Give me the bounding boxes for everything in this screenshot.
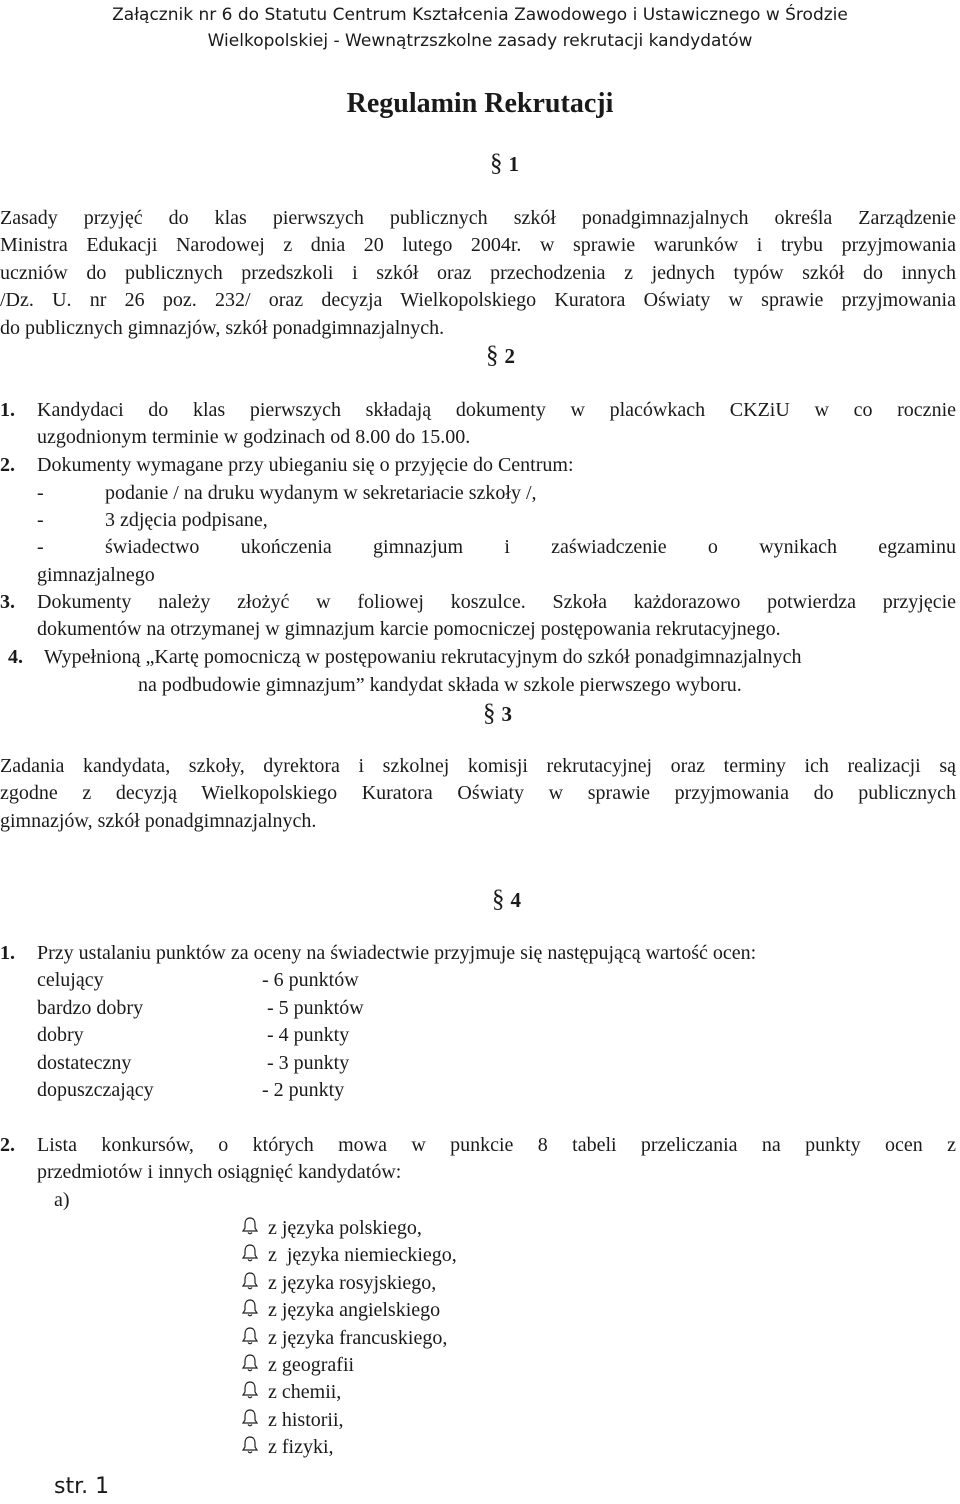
section-2-item-4-line-1: Wypełnioną „Kartę pomocniczą w postępowaniu rekrutacyjnym do szkół ponadgimnazjalnych [44,646,802,668]
grade-points: - 4 punkty [262,1024,350,1046]
contest-label: z języka francuskiego, [268,1326,448,1349]
text-line: uzgodnionym terminie w godzinach od 8.00 do 15.00. [37,426,471,449]
contest-label: z języka niemieckiego, [268,1244,457,1267]
contest-label: z historii, [268,1408,344,1431]
contest-item [240,1378,341,1406]
section-4-item-2 [37,1132,956,1187]
document-requirement-continued: gimnazjalnego [37,564,155,586]
grade-name: bardzo dobry [37,997,144,1019]
bell-icon [240,1408,268,1436]
contest-item [240,1296,440,1324]
contest-item [240,1241,457,1269]
contest-label: z języka angielskiego [268,1299,441,1322]
section-2-heading [486,342,515,370]
text-line: uczniów do publicznych przedszkoli i szkół oraz przechodzenia z jednych typów szkół do innych [0,261,956,284]
bell-icon [240,1353,268,1381]
section-sign: § [492,886,505,913]
grade-points: - 2 punkty [262,1079,345,1101]
item-number: 2. [0,1134,15,1156]
section-4-item-1-text: Przy ustalaniu punktów za oceny na świadectwie przyjmuje się następującą wartość ocen: [37,942,757,964]
text-line: gimnazjów, szkół ponadgimnazjalnych. [0,809,317,832]
header-line-2: Wielkopolskiej - Wewnątrzszkolne zasady rekrutacji kandydatów [207,31,753,51]
contest-item [240,1406,344,1434]
section-3-heading [483,700,512,728]
text-line: Zasady przyjęć do klas pierwszych publicznych szkół ponadgimnazjalnych określa Zarządzenie [0,207,956,229]
contest-label: z chemii, [268,1381,342,1404]
dash-marker: - [37,482,44,504]
text-line: przedmiotów i innych osiągnięć kandydatów: [37,1161,402,1184]
item-number: 4. [8,646,23,668]
page-title: Regulamin Rekrutacji [346,88,614,119]
document-requirement: podanie / na druku wydanym w sekretariacie szkoły /, [105,482,537,504]
text-line: /Dz. U. nr 26 poz. 232/ oraz decyzja Wielkopolskiego Kuratora Oświaty w sprawie przyjmowania [0,289,956,312]
document-requirement: 3 zdjęcia podpisane, [105,509,268,531]
section-number: 2 [504,344,515,368]
grade-name: dopuszczający [37,1079,154,1101]
bell-icon [240,1243,268,1271]
contest-label: z fizyki, [268,1436,334,1459]
section-2-item-3 [37,589,956,644]
header-line-1: Załącznik nr 6 do Statutu Centrum Kształcenia Zawodowego i Ustawicznego w Środzie [112,5,848,25]
item-number: 2. [0,454,15,476]
document-requirement [105,534,956,561]
section-2-item-1 [37,397,956,452]
item-number: 1. [0,399,15,421]
section-number: 3 [501,702,512,726]
text-line: Dokumenty należy złożyć w foliowej koszulce. Szkoła każdorazowo potwierdza przyjęcie [37,591,956,613]
bell-icon [240,1326,268,1354]
contest-label: z języka polskiego, [268,1217,422,1239]
page-number: str. 1 [54,1474,110,1499]
section-sign: § [490,150,503,177]
text-line: Kandydaci do klas pierwszych składają dokumenty w placówkach CKZiU w co rocznie [37,399,956,421]
section-sign: § [486,342,499,369]
text-line: zgodne z decyzją Wielkopolskiego Kuratora Oświaty w sprawie przyjmowania do publicznych [0,782,956,805]
contest-item [240,1214,422,1242]
contest-item [240,1433,334,1461]
bell-icon [240,1380,268,1408]
section-3-paragraph [0,753,956,835]
bell-icon [240,1271,268,1299]
bell-icon [240,1298,268,1326]
contest-item [240,1324,447,1352]
contest-label: z geografii [268,1354,355,1376]
section-2-item-2-text: Dokumenty wymagane przy ubieganiu się o przyjęcie do Centrum: [37,454,574,476]
text-line: do publicznych gimnazjów, szkół ponadgimnazjalnych. [0,316,445,339]
contest-label: z języka rosyjskiego, [268,1271,437,1294]
item-number: 1. [0,942,15,964]
dash-marker: - [37,509,44,531]
grade-points: - 6 punktów [262,969,359,991]
text-line: świadectwo ukończenia gimnazjum i zaświadczenie o wynikach egzaminu [105,536,956,558]
grade-points: - 3 punkty [262,1052,350,1074]
contest-item [240,1351,354,1379]
dash-marker: - [37,536,44,558]
bell-icon [240,1216,268,1244]
grade-name: dostateczny [37,1052,132,1074]
section-number: 1 [508,152,519,176]
contest-item [240,1269,436,1297]
text-line: Lista konkursów, o których mowa w punkcie 8 tabeli przeliczania na punkty ocen z [37,1134,956,1156]
grade-name: celujący [37,969,104,991]
grade-name: dobry [37,1024,84,1046]
item-number: 3. [0,591,15,613]
grade-points: - 5 punktów [262,997,364,1019]
text-line: dokumentów na otrzymanej w gimnazjum karcie pomocniczej postępowania rekrutacyjnego. [37,618,781,641]
text-line: Zadania kandydata, szkoły, dyrektora i szkolnej komisji rekrutacyjnej oraz terminy ich realizacji są [0,755,956,777]
sub-label: a) [54,1189,70,1211]
bell-icon [240,1435,268,1463]
section-4-heading [492,886,521,914]
section-1-heading [490,150,519,178]
section-1-paragraph [0,205,956,342]
section-sign: § [483,700,496,727]
section-2-item-4-line-2: na podbudowie gimnazjum” kandydat składa w szkole pierwszego wyboru. [138,674,742,696]
section-number: 4 [510,888,521,912]
text-line: Ministra Edukacji Narodowej z dnia 20 lutego 2004r. w sprawie warunków i trybu przyjmowania [0,234,956,257]
